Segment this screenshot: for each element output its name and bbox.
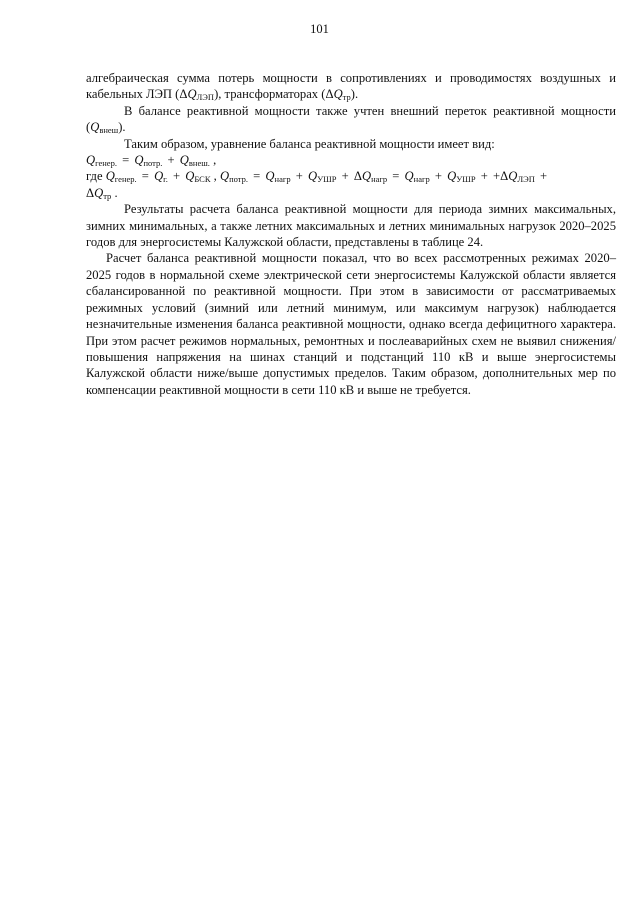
subscript: нагр <box>274 174 291 185</box>
paragraph-conclusion: Расчет баланса реактивной мощности показал, что во всех рассмотренных режимах 2020–2025 годов в нормальной схеме электрической сети энергосистемы Калужской области является сбалансированной по реактивной мощности. При этом в зависимости от рассматриваемых режимных условий (зимний или летний минимум, или максимум нагрузок) наблюдается незначительные изменения баланса реактивной мощности, однако всегда дефицитного характера. При этом расчет режимов нормальных, ремонтных и послеаварийных схем не выявил снижения/повышения напряжения на шинах станций и подстанций 110 кВ и выше энергосистемы Калужской области ниже/выше допустимых пределов. Таким образом, дополнительных мер по компенсации реактивной мощности в сети 110 кВ и выше не требуется. <box>86 251 616 397</box>
subscript: внеш <box>99 125 119 136</box>
subscript: ЛЭП <box>517 174 535 185</box>
paragraph-equation-intro: Таким образом, уравнение баланса реактивной мощности имеет вид: <box>124 136 495 151</box>
subscript: нагр <box>413 174 430 185</box>
equation-balance: $Q_{генер.} = Q_{потр.} + Q_{внеш.}$ , <box>86 153 217 169</box>
subscript: БСК <box>194 174 211 185</box>
subscript: тр <box>342 92 351 103</box>
subscript: генер. <box>114 174 137 185</box>
equation-tail: , <box>209 153 217 168</box>
subscript: потр. <box>143 158 163 169</box>
paragraph-text: ), трансформаторах ( <box>214 87 326 102</box>
body-text <box>86 70 616 398</box>
subscript: г. <box>163 174 168 185</box>
equation-definitions: где $Q_{генер.} = Q_{г.} + Q_{БСК}$ , $Q_{потр.} = Q_{нагр} + Q_{УШР} + \Delta Q_{нагр} = Q_{нагр} + Q_{УШР} + +\Delta Q_{ЛЭП}$ + $\Delta Q_{тр}$ . <box>86 169 548 201</box>
page-number: 101 <box>310 22 329 36</box>
paragraph-results: Результаты расчета баланса реактивной мощности для периода зимних максимальных, зимних минимальных, а также летних максимальных и летних минимальных нагрузок 2020–2025 годов для энергосистемы Калужской области, представлены в таблице 24. <box>86 202 616 250</box>
subscript: нагр <box>371 174 388 185</box>
subscript: потр. <box>229 174 248 185</box>
subscript: тр <box>103 190 112 201</box>
paragraph-external-flow: В балансе реактивной мощности также учтен внешний переток реактивной мощности $(Q_{внеш})$. <box>86 103 616 136</box>
paragraph-text: алгебраическая сумма потерь мощности в сопротивлениях и проводимостях воздушных и кабельных ЛЭП ( <box>86 71 616 102</box>
subscript: ЛЭП <box>196 92 215 103</box>
paragraph-text: ). <box>350 87 359 102</box>
subscript: УШР <box>317 174 337 185</box>
subscript: УШР <box>456 174 476 185</box>
subscript: генер. <box>95 158 117 169</box>
subscript: внеш. <box>188 158 210 169</box>
equation-tail: . <box>111 185 118 200</box>
paragraph-losses: алгебраическая сумма потерь мощности в сопротивлениях и проводимостях воздушных и кабельных ЛЭП $(\Delta Q_{ЛЭП})$, трансформаторах $(\Delta Q_{тр})$. <box>86 71 616 103</box>
paragraph-text: ). <box>118 120 126 135</box>
equation-separator: , <box>210 169 220 184</box>
paragraph-text: В балансе реактивной мощности также учтен внешний переток реактивной мощности ( <box>86 103 616 135</box>
equation-lead: где <box>86 169 106 184</box>
